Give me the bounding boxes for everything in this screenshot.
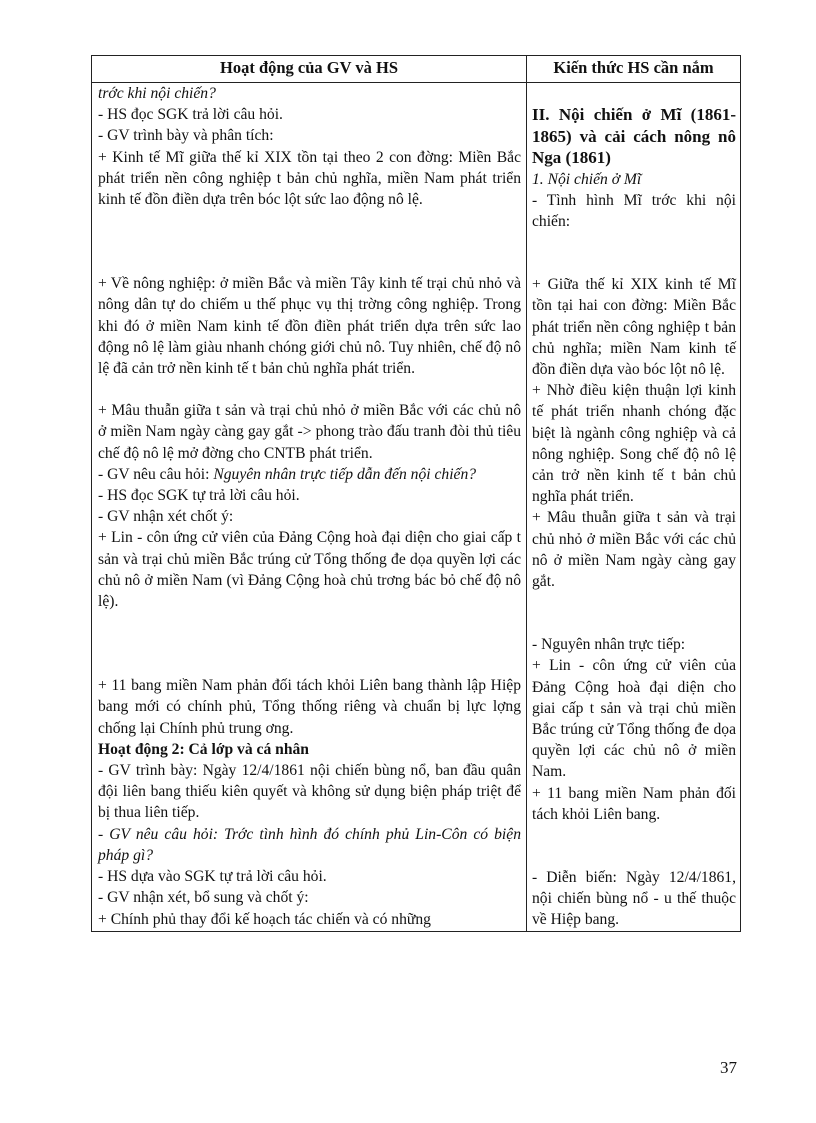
knowledge-cell bbox=[527, 83, 741, 932]
right-text: - Tình hình Mĩ trớc khi nội chiến: bbox=[532, 191, 736, 230]
left-text: trớc khi nội chiến? bbox=[98, 85, 216, 102]
left-text: + Lin - côn ứng cử viên của Đảng Cộng hoà đại diện cho giai cấp t sản và trại chủ miền Bắc trúng cử Tổng thống đe dọa quyền lợi các chủ nô ở miền Nam (vì Đảng Cộng hoà chủ trơng bác bỏ chế độ nô lệ). bbox=[98, 529, 521, 611]
header-knowledge: Kiến thức HS cần nắm bbox=[527, 56, 741, 83]
left-text: + Về nông nghiệp: ở miền Bắc và miền Tây kinh tế trại chủ nhỏ và nông dân tự do chiếm u thế phục vụ thị trờng công nghiệp. Trong khi đó ở miền Nam kinh tế đồn điền phát triển dựa trên sức lao động nô lệ làm giàu nhanh chóng giới chủ nô. Tuy nhiên, chế độ nô lệ đã cản trở nền kinh tế t bản chủ nghĩa phát triển. bbox=[98, 275, 521, 378]
right-text: + Nhờ điều kiện thuận lợi kinh tế phát triển nhanh chóng đặc biệt là ngành công nghiệp và cả nông nghiệp. Song chế độ nô lệ cản trở nền kinh tế t bản chủ nghĩa phát triển. bbox=[532, 382, 736, 506]
left-question: Nguyên nhân trực tiếp dẫn đến nội chiến? bbox=[213, 465, 477, 483]
left-text: + Mâu thuẫn giữa t sản và trại chủ nhỏ ở miền Bắc với các chủ nô ở miền Nam ngày càng gay gắt -> phong trào đấu tranh đòi thủ tiêu chế độ nô lệ mở đờng cho CNTB phát triển. bbox=[98, 402, 521, 462]
right-text: - Nguyên nhân trực tiếp: bbox=[532, 636, 686, 654]
page-number: 37 bbox=[720, 1058, 737, 1077]
right-text: + Giữa thế kỉ XIX kinh tế Mĩ tồn tại hai con đờng: Miền Bắc phát triển nền công nghiệp t bản chủ nghĩa; miền Nam kinh tế đồn điền dựa vào bóc lột nô lệ. bbox=[532, 276, 736, 378]
table-header-row bbox=[92, 56, 741, 83]
left-text: - HS dựa vào SGK tự trả lời câu hỏi. bbox=[98, 868, 327, 886]
left-text: + 11 bang miền Nam phản đối tách khỏi Liên bang thành lập Hiệp bang mới có chính phủ, Tổng thống riêng và chuẩn bị lực lợng chống lại Chính phủ trung ơng. bbox=[98, 677, 521, 737]
left-text: - GV trình bày: Ngày 12/4/1861 nội chiến bùng nổ, ban đầu quân đội liên bang thiếu kiên quyết và không sử dụng biện pháp triệt để bị thua liên tiếp. bbox=[98, 762, 521, 822]
header-activities: Hoạt động của GV và HS bbox=[92, 56, 527, 83]
left-text: - GV nhận xét chốt ý: bbox=[98, 508, 234, 526]
table-row bbox=[92, 83, 741, 932]
page bbox=[91, 55, 741, 932]
left-text: - HS đọc SGK trả lời câu hỏi. bbox=[98, 106, 283, 124]
left-question: - GV nêu câu hỏi: Trớc tình hình đó chính phủ Lin-Côn có biện pháp gì? bbox=[98, 825, 521, 864]
right-text: + 11 bang miền Nam phản đối tách khỏi Liên bang. bbox=[532, 784, 736, 823]
right-text: + Lin - côn ứng cử viên của Đảng Cộng hoà đại diện cho giai cấp t sản và trại chủ miền Bắc trúng cử Tổng thống đe dọa quyền lợi các chủ nô ở miền Nam. bbox=[532, 657, 736, 781]
left-text-prefix: - GV nêu câu hỏi: bbox=[98, 465, 214, 483]
right-text: - Diễn biến: Ngày 12/4/1861, nội chiến bùng nổ - u thế thuộc về Hiệp bang. bbox=[532, 868, 736, 929]
lesson-table bbox=[91, 55, 741, 932]
right-text: + Mâu thuẫn giữa t sản và trại chủ nhỏ ở miền Bắc với các chủ nô ở miền Nam ngày càng gay gắt. bbox=[532, 509, 736, 590]
left-text: + Kinh tế Mĩ giữa thế kỉ XIX tồn tại theo 2 con đờng: Miền Bắc phát triển nền công nghiệp t bản chủ nghĩa, miền Nam phát triển kinh tế đồn điền dựa trên bóc lột sức lao động nô lệ. bbox=[98, 148, 521, 209]
section-heading: II. Nội chiến ở Mĩ (1861-1865) và cải cách nông nô Nga (1861) bbox=[532, 105, 736, 167]
left-text: - GV nhận xét, bổ sung và chốt ý: bbox=[98, 889, 309, 907]
left-text: + Chính phủ thay đổi kế hoạch tác chiến và có những bbox=[98, 910, 431, 928]
left-text: - HS đọc SGK tự trả lời câu hỏi. bbox=[98, 487, 300, 505]
left-text: - GV trình bày và phân tích: bbox=[98, 127, 274, 145]
activity-heading: Hoạt động 2: Cả lớp và cá nhân bbox=[98, 740, 309, 758]
subsection-heading: 1. Nội chiến ở Mĩ bbox=[532, 170, 642, 188]
activities-cell bbox=[92, 83, 527, 932]
left-text bbox=[98, 464, 521, 485]
